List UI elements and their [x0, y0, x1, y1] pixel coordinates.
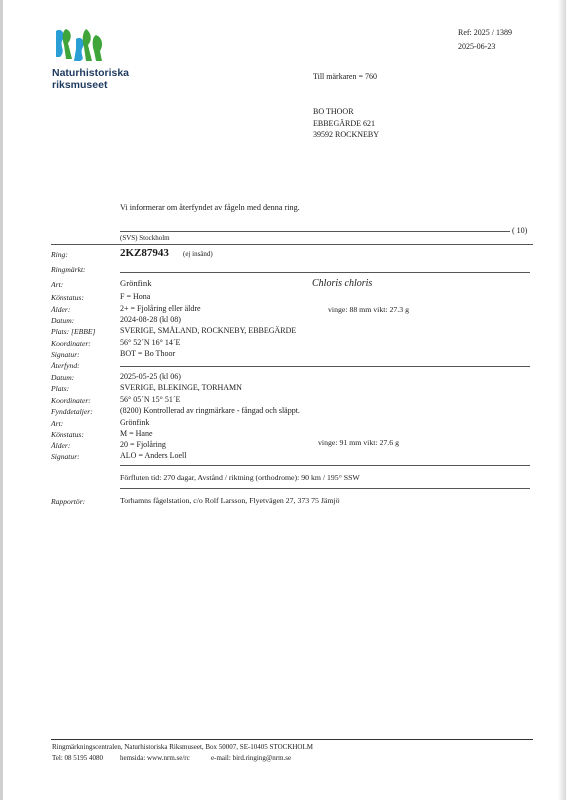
label-art-recovery: Art:: [51, 419, 64, 428]
museum-logo-text: [52, 67, 129, 91]
label-art: Art:: [51, 280, 64, 289]
ringing-coords: 56° 52´N 16° 14´E: [120, 338, 181, 347]
label-signatur-recovery: Signatur:: [51, 452, 80, 461]
reporter: Torhamns fågelstation, c/o Rolf Larsson, Flyetvägen 27, 373 75 Jämjö: [120, 496, 340, 505]
ringing-place: SVERIGE, SMÅLAND, ROCKNEBY, EBBEGÄRDE: [120, 326, 297, 335]
page-count: ( 10): [512, 226, 528, 235]
divider: [120, 366, 530, 367]
species-latin: Chloris chloris: [312, 278, 373, 289]
footer-divider: [51, 739, 533, 740]
intro-text: Vi informerar om återfyndet av fågeln med denna ring.: [120, 203, 300, 212]
label-datum: Datum:: [51, 316, 75, 325]
recovery-coords: 56° 05´N 15° 51´E: [120, 395, 181, 404]
footer-address: Ringmärkningscentralen, Naturhistoriska Riksmuseet, Box 50007, SE-10405 STOCKHOLM: [52, 743, 313, 751]
summary: Förfluten tid: 270 dagar, Avstånd / riktning (orthodrome): 90 km / 195° SSW: [120, 473, 360, 482]
label-plats-recovery: Plats:: [51, 384, 70, 393]
label-fynddetaljer: Fynddetaljer:: [51, 407, 93, 416]
footer-phone: Tel: 08 5195 4080: [52, 754, 104, 762]
label-alder-recovery: Ålder:: [51, 441, 71, 450]
page-left-edge: [0, 0, 3, 800]
recipient-address: [313, 106, 379, 141]
recovery-signature: ALO = Anders Loell: [120, 451, 187, 460]
ringing-age: 2+ = Fjolåring eller äldre: [120, 304, 201, 313]
till-markaren: Till märkaren = 760: [313, 72, 377, 81]
recipient-street: EBBEGÄRDE 621: [313, 118, 375, 128]
recovery-sex: M = Hane: [120, 429, 153, 438]
logo-line-1: Naturhistoriska: [52, 67, 130, 79]
label-ring: Ring:: [51, 250, 68, 259]
recipient-name: BO THOOR: [313, 107, 354, 116]
label-plats: Plats: [EBBE]: [51, 327, 96, 336]
label-datum-recovery: Datum:: [51, 373, 75, 382]
letter-date: 2025-06-23: [458, 42, 496, 51]
ring-number: 2KZ87943: [120, 247, 169, 259]
museum-logo-icon: [52, 25, 112, 65]
label-signatur: Signatur:: [51, 350, 80, 359]
ring-note: (ej insänd): [183, 250, 213, 258]
label-koordinater: Koordinater:: [51, 339, 91, 348]
recovery-age: 20 = Fjolåring: [120, 440, 166, 449]
label-konstatus: Könstatus:: [51, 293, 84, 302]
label-alder: Ålder:: [51, 305, 71, 314]
label-aterfynd: Återfynd:: [51, 361, 80, 370]
page-right-edge: [558, 0, 566, 800]
ringing-measures: vinge: 88 mm vikt: 27.3 g: [328, 305, 409, 314]
label-rapportor: Rapportör:: [51, 497, 86, 506]
recovery-measures: vinge: 91 mm vikt: 27.6 g: [318, 438, 399, 447]
ringing-sex: F = Hona: [120, 292, 151, 301]
recovery-details: (8200) Kontrollerad av ringmärkare - fångad och släppt.: [120, 406, 300, 415]
recovery-place: SVERIGE, BLEKINGE, TORHAMN: [120, 383, 242, 392]
divider: [51, 244, 533, 245]
divider: [120, 272, 530, 273]
recovery-date: 2025-05-25 (kl 06): [120, 372, 181, 381]
ringing-signature: BOT = Bo Thoor: [120, 349, 176, 358]
ring-scheme: (SVS) Stockholm: [120, 234, 170, 242]
divider: [120, 488, 530, 489]
logo-line-2: riksmuseet: [52, 79, 108, 91]
label-ringmarkt: Ringmärkt:: [51, 265, 86, 274]
ringing-date: 2024-08-28 (kl 08): [120, 315, 181, 324]
recipient-postal: 39592 ROCKNEBY: [313, 130, 380, 139]
label-konstatus-recovery: Könstatus:: [51, 430, 84, 439]
recovery-species: Grönfink: [120, 418, 150, 427]
species: Grönfink: [120, 278, 152, 288]
divider: [120, 231, 510, 232]
footer-email: e-mail: bird.ringing@nrm.se: [211, 754, 292, 762]
label-koordinater-recovery: Koordinater:: [51, 396, 91, 405]
footer-website: hemsida: www.nrm.se/rc: [120, 754, 190, 762]
reference-number: Ref: 2025 / 1389: [458, 28, 512, 37]
divider: [120, 465, 530, 466]
